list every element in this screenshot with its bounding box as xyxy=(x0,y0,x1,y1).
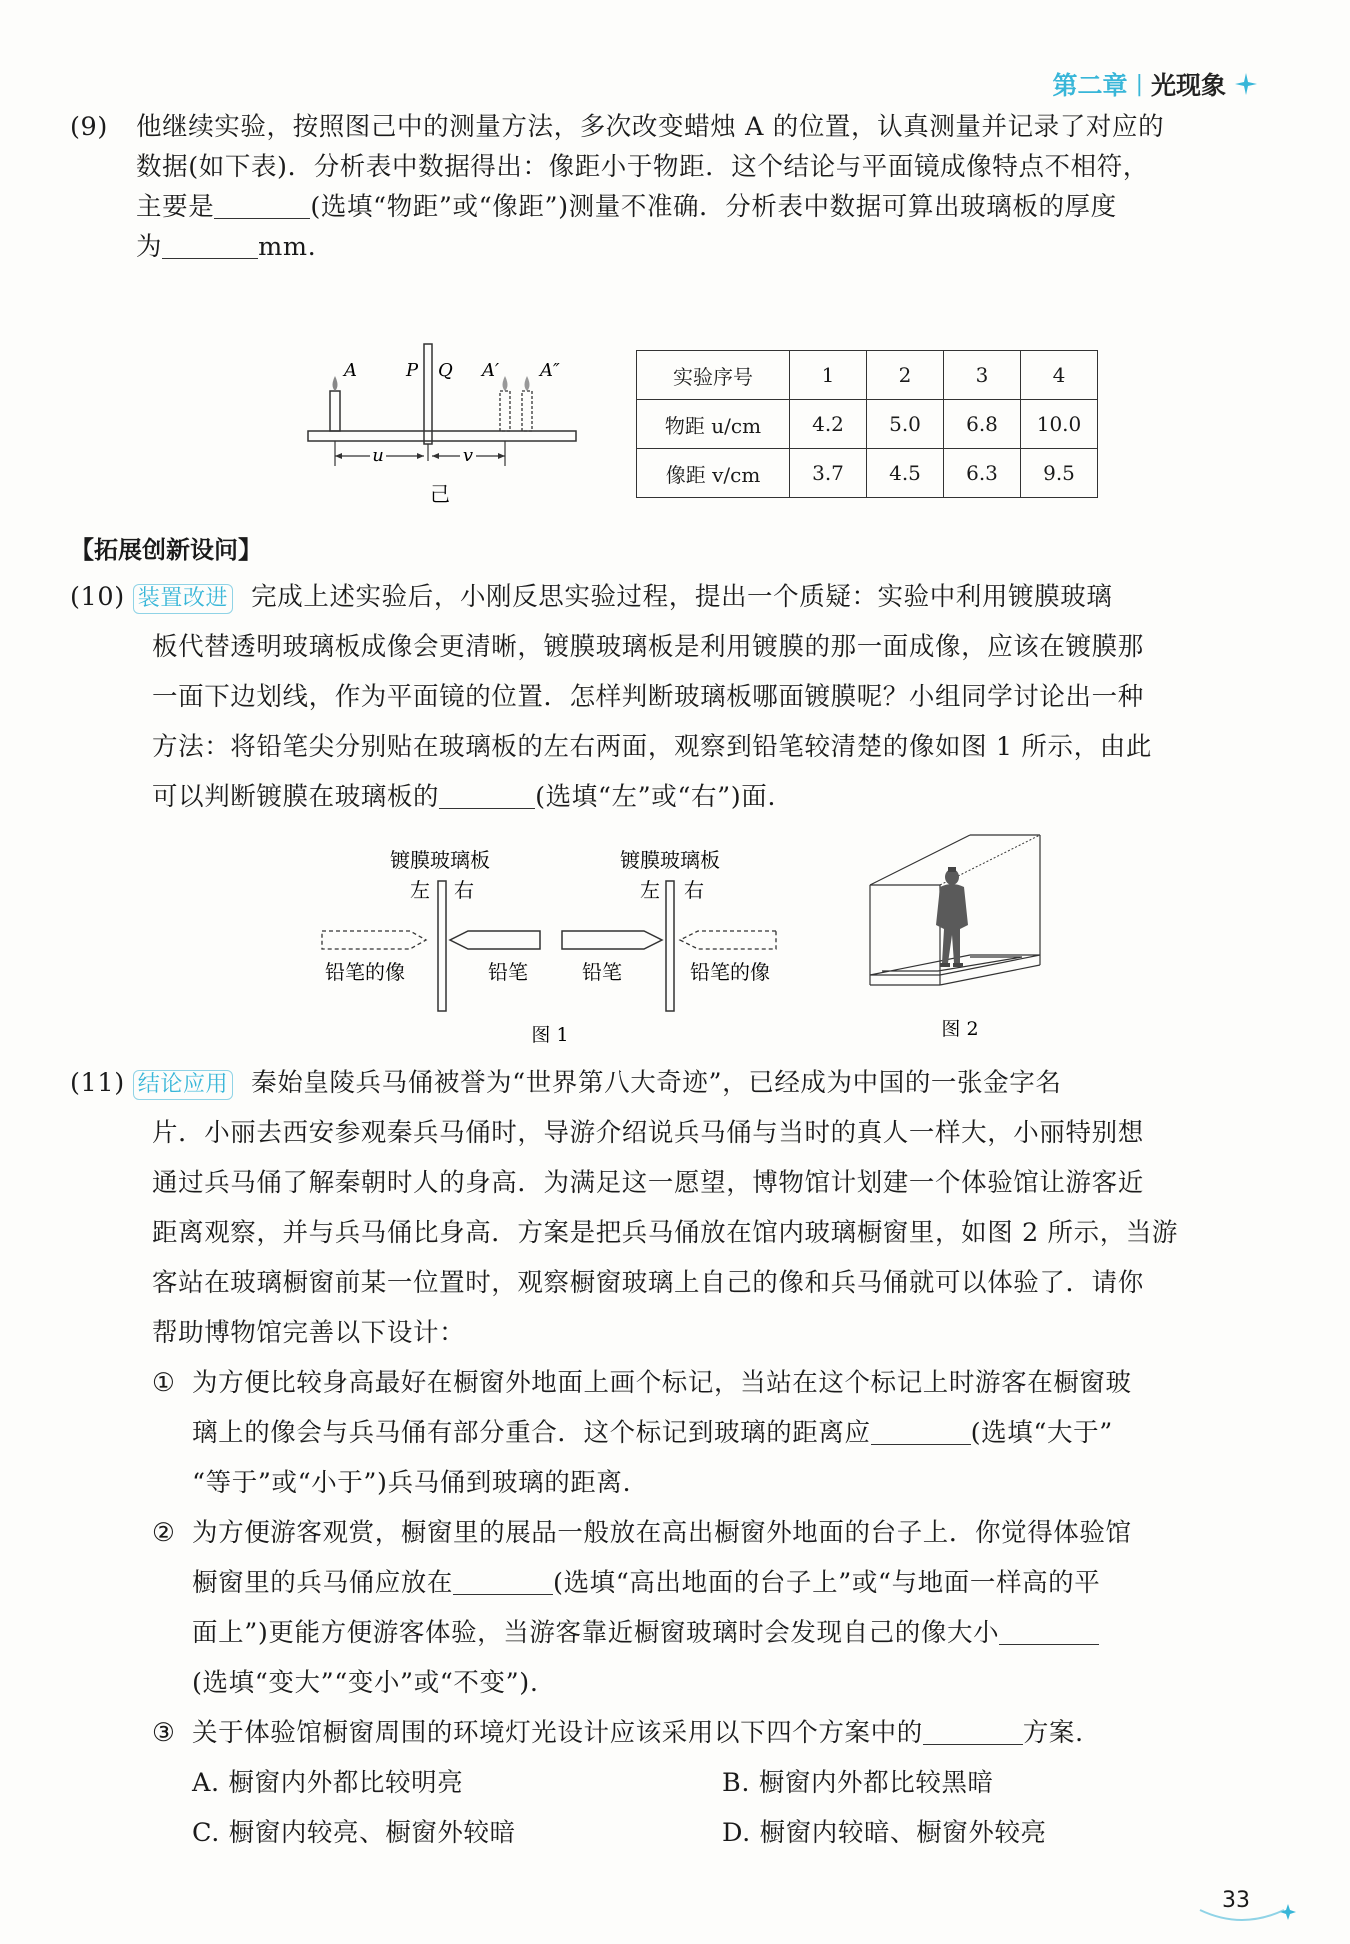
table-cell: 4.2 xyxy=(790,400,867,449)
q11-s2-number: ② xyxy=(152,1518,176,1548)
image-a1 xyxy=(500,391,510,431)
fig1-right-label: 右 xyxy=(684,878,704,902)
base-board xyxy=(308,431,576,441)
table-header-cell: 实验序号 xyxy=(637,351,790,400)
q11-s2-line2 xyxy=(192,1566,1100,1600)
table-cell: 物距 u/cm xyxy=(637,400,790,449)
q11-s3-line1 xyxy=(192,1716,1084,1750)
q9-blank-2[interactable] xyxy=(162,234,258,259)
figure-2 xyxy=(860,825,1060,1055)
q9-line3-post: (选填“物距”或“像距”)测量不准确．分析表中数据可算出玻璃板的厚度 xyxy=(310,192,1117,222)
q11-s2-line3-text: 面上”)更能方便游客体验，当游客靠近橱窗玻璃时会发现自己的像大小 xyxy=(192,1618,1000,1648)
table-header-cell: 3 xyxy=(944,351,1021,400)
terracotta-warrior-icon xyxy=(936,867,968,967)
figure-1-caption: 图 1 xyxy=(531,1024,569,1046)
q10-line5-pre: 可以判断镀膜在玻璃板的 xyxy=(152,782,440,812)
q10-line1-text: 完成上述实验后，小刚反思实验过程，提出一个质疑：实验中利用镀膜玻璃 xyxy=(251,582,1113,612)
header-separator: | xyxy=(1135,71,1143,97)
q10-line1 xyxy=(70,580,1112,614)
fig1-pencil-image-label-right: 铅笔的像 xyxy=(690,960,770,984)
flame-icon xyxy=(525,376,530,391)
table-header-cell: 2 xyxy=(867,351,944,400)
q11-s2-line4: (选填“变大”“变小”或“不变”). xyxy=(192,1668,539,1698)
option-c[interactable]: C. 橱窗内较亮、橱窗外较暗 xyxy=(192,1818,516,1848)
table-row xyxy=(637,449,1098,498)
q9-line2: 数据(如下表)．分析表中数据得出：像距小于物距．这个结论与平面镜成像特点不相符， xyxy=(136,152,1149,182)
q11-s2-line2-pre: 橱窗里的兵马俑应放在 xyxy=(192,1568,454,1598)
q10-blank[interactable] xyxy=(439,784,535,809)
q9-line1: 他继续实验，按照图己中的测量方法，多次改变蜡烛 A 的位置，认真测量并记录了对应的 xyxy=(136,112,1165,142)
q11-s2-line1: 为方便游客观赏，橱窗里的展品一般放在高出橱窗外地面的台子上．你觉得体验馆 xyxy=(192,1518,1132,1548)
q9-line4-pre: 为 xyxy=(136,232,163,262)
q11-line3: 通过兵马俑了解秦朝时人的身高．为满足这一愿望，博物馆计划建一个体验馆让游客近 xyxy=(152,1168,1144,1198)
q10-line5 xyxy=(152,780,776,814)
sparkle-icon xyxy=(1234,72,1258,96)
fig1-right-label: 右 xyxy=(454,878,474,902)
q9-number: (9) xyxy=(70,112,108,142)
table-cell: 5.0 xyxy=(867,400,944,449)
q11-s1-line3: “等于”或“小于”)兵马俑到玻璃的距离. xyxy=(192,1468,632,1498)
q11-line4: 距离观察，并与兵马俑比身高．方案是把兵马俑放在馆内玻璃橱窗里，如图 2 所示，当游 xyxy=(152,1218,1179,1248)
q11-s2-blank-1[interactable] xyxy=(453,1570,553,1595)
q10-line2: 板代替透明玻璃板成像会更清晰，镀膜玻璃板是利用镀膜的那一面成像，应该在镀膜那 xyxy=(152,632,1144,662)
q9-line4-post: mm. xyxy=(258,232,317,262)
q11-tag: 结论应用 xyxy=(133,1070,233,1100)
q9-blank-1[interactable] xyxy=(214,194,310,219)
fig1-pencil-label-right: 铅笔 xyxy=(582,960,622,984)
q11-s1-number: ① xyxy=(152,1368,176,1398)
q11-s2-line3 xyxy=(192,1616,1099,1650)
flame-icon xyxy=(503,376,508,391)
label-u: u xyxy=(372,445,384,466)
table-cell: 10.0 xyxy=(1021,400,1098,449)
table-cell: 像距 v/cm xyxy=(637,449,790,498)
q11-s3-number: ③ xyxy=(152,1718,176,1748)
label-a: A xyxy=(344,360,357,381)
fig1-plate-label-right: 镀膜玻璃板 xyxy=(620,848,720,872)
q11-s1-line2-post: (选填“大于” xyxy=(970,1418,1113,1448)
fig1-pencil-label-left: 铅笔 xyxy=(488,960,528,984)
q10-number: (10) xyxy=(70,582,125,612)
candle-a xyxy=(330,391,340,431)
table-header-cell: 4 xyxy=(1021,351,1098,400)
q10-tag: 装置改进 xyxy=(133,584,233,614)
q10-line5-post: (选填“左”或“右”)面. xyxy=(535,782,777,812)
q9-line4 xyxy=(136,230,316,264)
table-row xyxy=(637,400,1098,449)
q9-line3-pre: 主要是 xyxy=(136,192,215,222)
label-v: v xyxy=(462,445,474,466)
q11-s2-blank-2[interactable] xyxy=(999,1620,1099,1645)
q11-s2-line2-post: (选填“高出地面的台子上”或“与地面一样高的平 xyxy=(553,1568,1101,1598)
option-d[interactable]: D. 橱窗内较暗、橱窗外较亮 xyxy=(722,1818,1047,1848)
q11-number: (11) xyxy=(70,1068,125,1098)
page-number: 33 xyxy=(1222,1888,1250,1913)
figure-2-caption: 图 2 xyxy=(941,1018,979,1040)
q11-line1 xyxy=(70,1066,1061,1100)
table-header-row xyxy=(637,351,1098,400)
q10-line3: 一面下边划线，作为平面镜的位置．怎样判断玻璃板哪面镀膜呢？小组同学讨论出一种 xyxy=(152,682,1144,712)
table-header-cell: 1 xyxy=(790,351,867,400)
option-a[interactable]: A. 橱窗内外都比较明亮 xyxy=(192,1768,464,1798)
glass-plate xyxy=(424,344,432,444)
fig1-right-plate xyxy=(666,881,674,1011)
q11-s1-line2-pre: 璃上的像会与兵马俑有部分重合．这个标记到玻璃的距离应 xyxy=(192,1418,871,1448)
page-number-badge xyxy=(1192,1880,1302,1930)
fig1-left-label: 左 xyxy=(640,878,660,902)
table-cell: 6.3 xyxy=(944,449,1021,498)
fig1-pencil-image-right xyxy=(680,931,776,949)
fig1-pencil-image-left xyxy=(322,931,426,949)
q11-s3-line1-pre: 关于体验馆橱窗周围的环境灯光设计应该采用以下四个方案中的 xyxy=(192,1718,923,1748)
image-a2 xyxy=(522,391,532,431)
q11-s1-line2 xyxy=(192,1416,1113,1450)
table-cell: 4.5 xyxy=(867,449,944,498)
fig1-pencil-left xyxy=(450,931,540,949)
fig1-plate-label-left: 镀膜玻璃板 xyxy=(390,848,490,872)
chapter-label: 第二章 xyxy=(1052,71,1128,100)
flame-icon xyxy=(333,376,338,391)
q11-s1-blank[interactable] xyxy=(871,1420,971,1445)
label-a-double-prime: A″ xyxy=(540,360,560,381)
label-a-prime: A′ xyxy=(482,360,500,381)
section-title: 【拓展创新设问】 xyxy=(70,536,262,564)
q10-line4: 方法：将铅笔尖分别贴在玻璃板的左右两面，观察到铅笔较清楚的像如图 1 所示，由此 xyxy=(152,732,1152,762)
table-cell: 6.8 xyxy=(944,400,1021,449)
fig1-left-label: 左 xyxy=(410,878,430,902)
option-b[interactable]: B. 橱窗内外都比较黑暗 xyxy=(722,1768,994,1798)
q11-line6: 帮助博物馆完善以下设计： xyxy=(152,1318,466,1348)
figure-ji-caption: 己 xyxy=(430,482,450,506)
figure-ji xyxy=(300,336,590,516)
chapter-title: 光现象 xyxy=(1150,71,1226,100)
figure-1 xyxy=(310,845,800,1055)
q11-s3-blank[interactable] xyxy=(923,1720,1023,1745)
label-q: Q xyxy=(438,360,453,381)
label-p: P xyxy=(406,360,419,381)
fig1-pencil-image-label-left: 铅笔的像 xyxy=(325,960,405,984)
data-table xyxy=(636,350,1098,498)
q11-line1-text: 秦始皇陵兵马俑被誉为“世界第八大奇迹”，已经成为中国的一张金字名 xyxy=(251,1068,1062,1098)
fig1-pencil-right xyxy=(562,931,662,949)
chapter-header xyxy=(1053,66,1258,102)
table-cell: 3.7 xyxy=(790,449,867,498)
q11-line2: 片．小丽去西安参观秦兵马俑时，导游介绍说兵马俑与当时的真人一样大，小丽特别想 xyxy=(152,1118,1144,1148)
fig1-left-plate xyxy=(438,881,446,1011)
q11-s3-line1-post: 方案. xyxy=(1022,1718,1084,1748)
q9-line3 xyxy=(136,190,1117,224)
table-cell: 9.5 xyxy=(1021,449,1098,498)
q11-line5: 客站在玻璃橱窗前某一位置时，观察橱窗玻璃上自己的像和兵马俑就可以体验了．请你 xyxy=(152,1268,1144,1298)
q11-s1-line1: 为方便比较身高最好在橱窗外地面上画个标记，当站在这个标记上时游客在橱窗玻 xyxy=(192,1368,1132,1398)
